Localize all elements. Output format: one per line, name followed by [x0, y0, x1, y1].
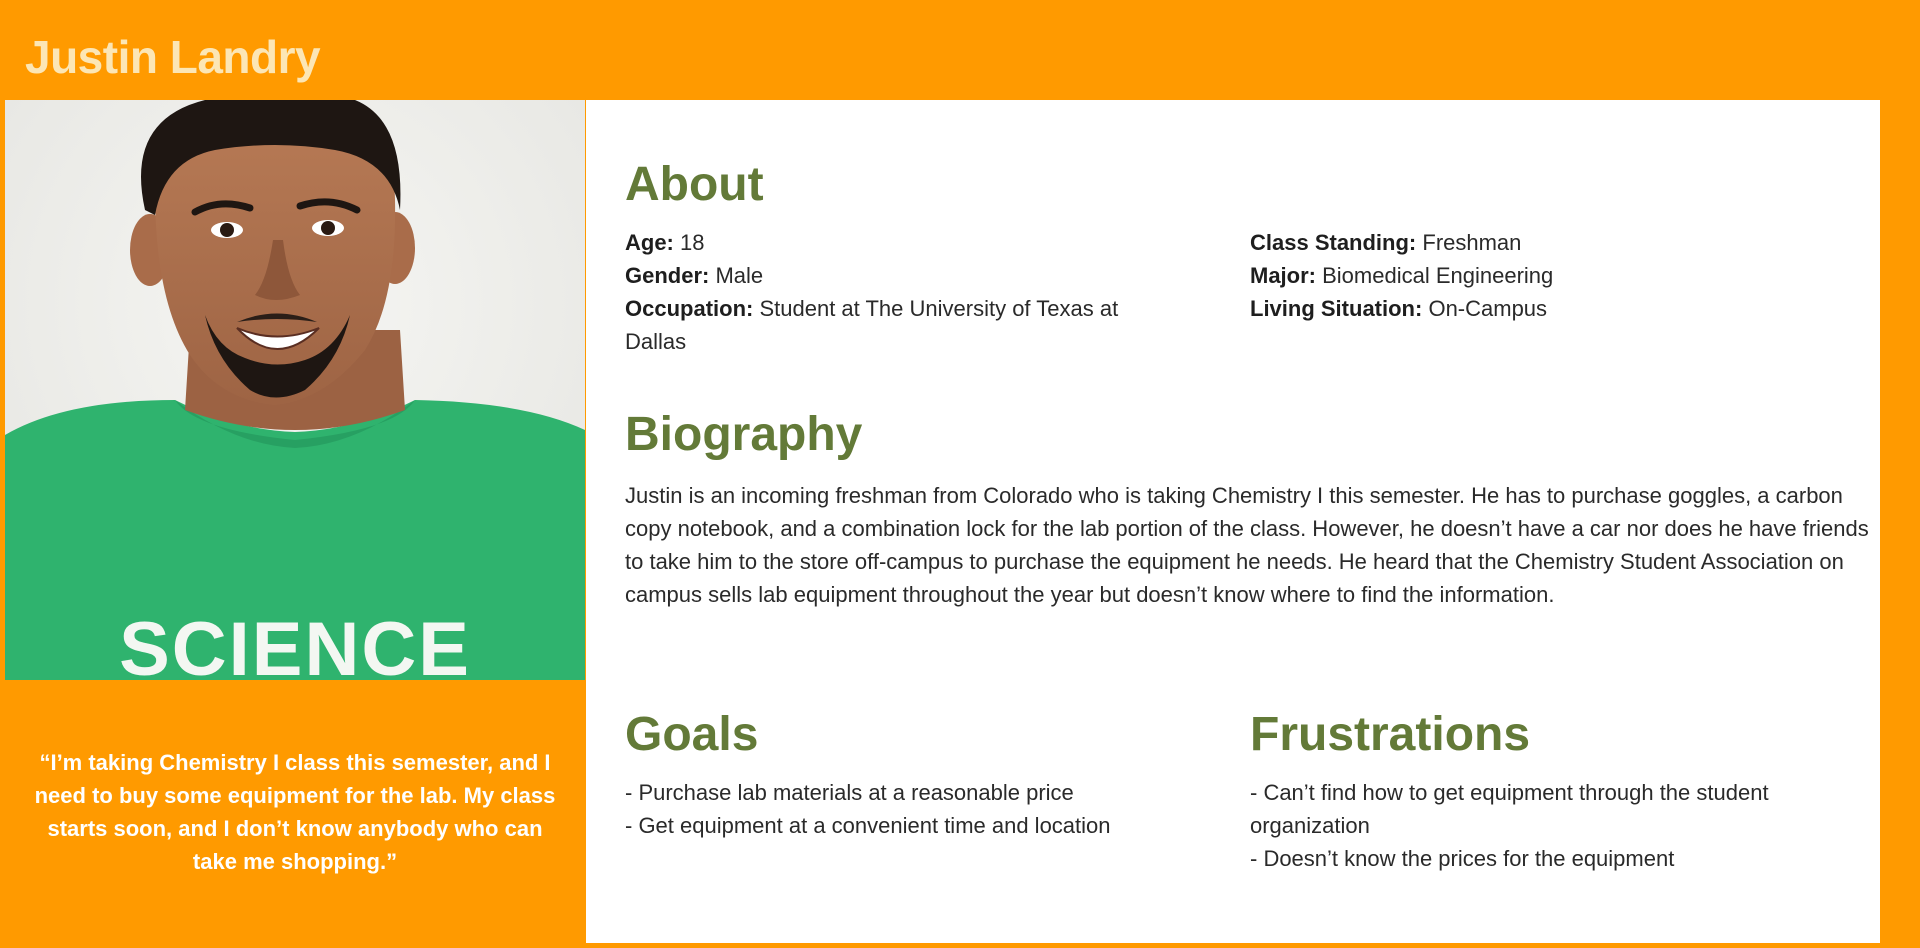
field-value: 18	[680, 230, 705, 255]
about-field	[625, 292, 1185, 358]
biography-text: Justin is an incoming freshman from Colorado who is taking Chemistry I this semester. He has to purchase goggles, a carbon copy notebook, and a combination lock for the lab portion of the class. However, he doesn’t have a car nor does he have friends to take him to the store off-campus to purchase the equipment he needs. He heard that the Chemistry Student Association on campus sells lab equipment throughout the year but doesn’t know where to find the information.	[625, 483, 1869, 607]
field-value: Student at The University of Texas at Dallas	[625, 296, 1119, 354]
header-bar	[0, 0, 1920, 100]
shirt-text: SCIENCE	[119, 607, 471, 680]
field-label: Age:	[625, 230, 674, 255]
frustrations-heading: Frustrations	[1250, 708, 1531, 761]
about-field	[1250, 259, 1850, 292]
goals-list	[625, 776, 1225, 842]
content-panel	[586, 100, 1880, 943]
persona-photo	[5, 100, 585, 680]
about-field	[1250, 292, 1850, 325]
goals-heading: Goals	[625, 708, 759, 761]
about-field	[625, 226, 1185, 259]
field-label: Living Situation:	[1250, 296, 1423, 321]
about-heading: About	[625, 158, 764, 211]
about-fields-right	[1250, 226, 1850, 325]
field-value: On-Campus	[1428, 296, 1548, 321]
frustrations-list	[1250, 776, 1870, 875]
quote-panel	[5, 680, 585, 943]
field-label: Gender:	[625, 263, 710, 288]
about-fields-left	[625, 226, 1185, 358]
field-value: Male	[715, 263, 764, 288]
list-item: - Can’t find how to get equipment through the student organization	[1250, 780, 1769, 838]
portrait-image	[5, 100, 585, 680]
list-item: - Get equipment at a convenient time and location	[625, 813, 1111, 838]
field-label: Occupation:	[625, 296, 754, 321]
persona-quote: “I’m taking Chemistry I class this semester, and I need to buy some equipment for the lab. My class starts soon, and I don’t know anybody who can take me shopping.”	[34, 749, 556, 874]
about-field	[1250, 226, 1850, 259]
biography-heading: Biography	[625, 408, 863, 461]
field-label: Class Standing:	[1250, 230, 1417, 255]
about-field	[625, 259, 1185, 292]
persona-name: Justin Landry	[25, 31, 321, 83]
field-value: Biomedical Engineering	[1322, 263, 1554, 288]
field-value: Freshman	[1422, 230, 1522, 255]
list-item: - Doesn’t know the prices for the equipment	[1250, 846, 1675, 871]
field-label: Major:	[1250, 263, 1316, 288]
list-item: - Purchase lab materials at a reasonable price	[625, 780, 1074, 805]
